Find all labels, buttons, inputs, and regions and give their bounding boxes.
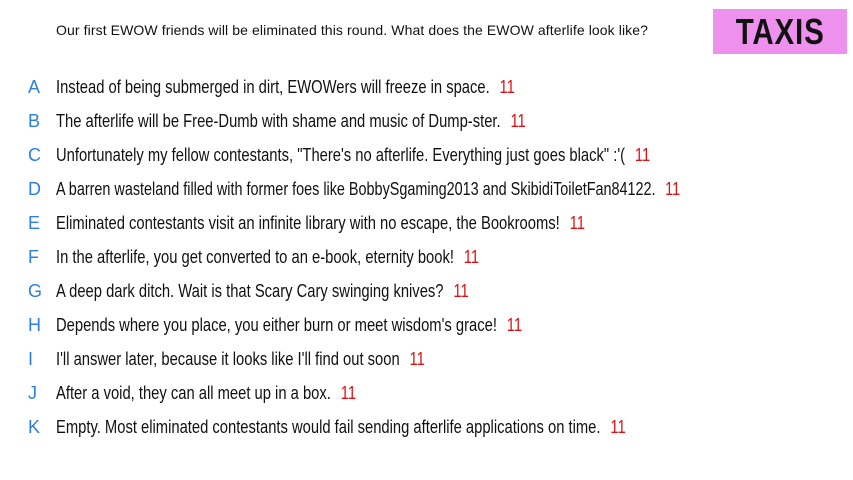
response-text: The afterlife will be Free-Dumb with shame and music of Dump-ster. (56, 110, 501, 131)
response-count: 11 (634, 144, 651, 165)
response-count: 11 (665, 178, 681, 199)
response-letter: E (28, 212, 41, 233)
response-row (0, 410, 853, 444)
response-row (0, 206, 853, 240)
response-row (0, 308, 853, 342)
response-letter: D (28, 178, 41, 199)
response-row (0, 70, 853, 104)
response-letter: C (28, 144, 41, 165)
response-text: A deep dark ditch. Wait is that Scary Cary swinging knives? (56, 280, 444, 301)
prompt-text: Our first EWOW friends will be eliminated this round. What does the EWOW afterlife look like? (56, 22, 649, 38)
response-letter: I (28, 348, 34, 369)
response-text-wrapper (56, 417, 626, 438)
response-row (0, 240, 853, 274)
response-letter: G (28, 280, 43, 301)
response-letter: B (28, 110, 41, 131)
response-text-wrapper (56, 111, 526, 132)
response-text: Instead of being submerged in dirt, EWOWers will freeze in space. (56, 76, 490, 97)
response-text-wrapper (56, 145, 650, 166)
response-count: 11 (409, 348, 425, 369)
response-letter: K (28, 416, 41, 437)
response-row (0, 274, 853, 308)
response-letter: F (28, 246, 39, 267)
response-text-wrapper (56, 349, 425, 370)
response-row (0, 376, 853, 410)
response-count: 11 (610, 416, 626, 437)
response-count: 11 (510, 110, 526, 131)
response-count: 11 (569, 212, 585, 233)
response-count: 11 (506, 314, 523, 335)
response-count: 11 (499, 76, 515, 97)
response-count: 11 (340, 382, 357, 403)
name-tag-label: TAXIS (735, 10, 825, 52)
response-text: Empty. Most eliminated contestants would fail sending afterlife applications on time. (56, 416, 601, 437)
response-count: 11 (453, 280, 469, 301)
response-text-wrapper (56, 77, 515, 98)
response-text: In the afterlife, you get converted to an e-book, eternity book! (56, 246, 454, 267)
response-text: Unfortunately my fellow contestants, "There's no afterlife. Everything just goes black" :'( (56, 144, 626, 165)
response-text-wrapper (56, 315, 522, 336)
response-row (0, 342, 853, 376)
response-text-wrapper (56, 247, 479, 268)
response-letter: H (28, 314, 41, 335)
response-text: Depends where you place, you either burn or meet wisdom's grace! (56, 314, 497, 335)
response-text: Eliminated contestants visit an infinite library with no escape, the Bookrooms! (56, 212, 560, 233)
response-text: After a void, they can all meet up in a box. (56, 382, 331, 403)
response-letter: J (28, 382, 37, 403)
response-text-wrapper (56, 179, 680, 200)
response-text-wrapper (56, 213, 585, 234)
response-letter: A (28, 76, 41, 97)
response-row (0, 138, 853, 172)
response-text: I'll answer later, because it looks like I'll find out soon (56, 348, 400, 369)
response-count: 11 (463, 246, 480, 267)
response-text-wrapper (56, 281, 469, 302)
response-text-wrapper (56, 383, 356, 404)
name-tag (713, 9, 847, 54)
response-text: A barren wasteland filled with former foes like BobbySgaming2013 and SkibidiToiletFan84122. (56, 178, 656, 199)
response-row (0, 172, 853, 206)
response-row (0, 104, 853, 138)
